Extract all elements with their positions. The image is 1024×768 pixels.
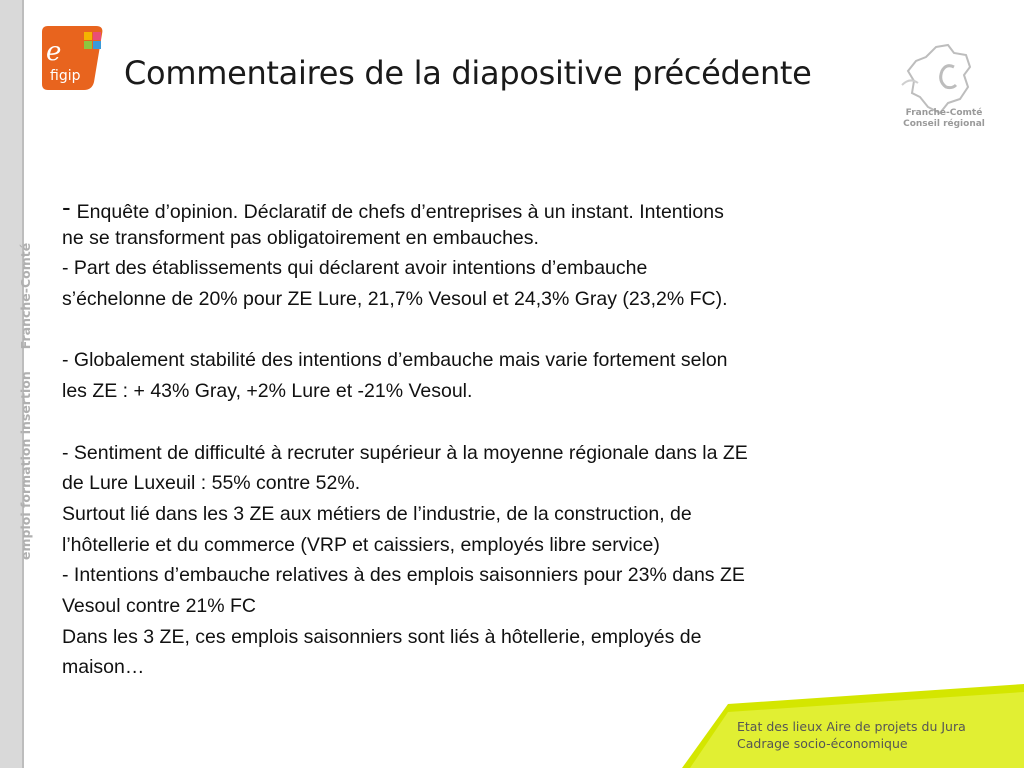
- svg-text:e: e: [46, 37, 62, 67]
- body-line-text: Enquête d’opinion. Déclaratif de chefs d’entreprises à un instant. Intentions: [76, 201, 724, 223]
- body-line: - Part des établissements qui déclarent avoir intentions d’embauche: [62, 257, 648, 280]
- body-line: les ZE : + 43% Gray, +2% Lure et -21% Vesoul.: [62, 380, 473, 403]
- footer-line-2: Cadrage socio-économique: [737, 736, 908, 751]
- body-line: - Intentions d’embauche relatives à des emplois saisonniers pour 23% dans ZE: [62, 564, 745, 587]
- body-line: Surtout lié dans les 3 ZE aux métiers de l’industrie, de la construction, de: [62, 502, 692, 525]
- footer-caption: [737, 718, 966, 752]
- body-line: ne se transforment pas obligatoirement en embauches.: [62, 226, 539, 249]
- body-line: Dans les 3 ZE, ces emplois saisonniers sont liés à hôtellerie, employés de: [62, 625, 702, 648]
- body-line: maison…: [62, 656, 145, 679]
- bullet-dash: -: [62, 192, 71, 222]
- body-line: - Globalement stabilité des intentions d’embauche mais varie fortement selon: [62, 349, 728, 372]
- body-line: Vesoul contre 21% FC: [62, 594, 257, 617]
- region-subtitle: Conseil régional: [903, 119, 985, 129]
- sidebar-label-emploi: emploi formation insertion: [18, 371, 33, 560]
- page-title: Commentaires de la diapositive précédente: [124, 54, 812, 92]
- body-line: - Sentiment de difficulté à recruter supérieur à la moyenne régionale dans la ZE: [62, 441, 748, 464]
- body-line: s’échelonne de 20% pour ZE Lure, 21,7% Vesoul et 24,3% Gray (23,2% FC).: [62, 288, 728, 311]
- footer-line-1: Etat des lieux Aire de projets du Jura: [737, 719, 966, 734]
- body-line: l’hôtellerie et du commerce (VRP et caissiers, employés libre service): [62, 533, 660, 556]
- sidebar-label-region: Franche-Comté: [18, 242, 33, 350]
- region-name: Franche-Comté: [905, 108, 983, 118]
- body-line: de Lure Luxeuil : 55% contre 52%.: [62, 472, 361, 495]
- figip-logo-text: figip: [50, 68, 81, 84]
